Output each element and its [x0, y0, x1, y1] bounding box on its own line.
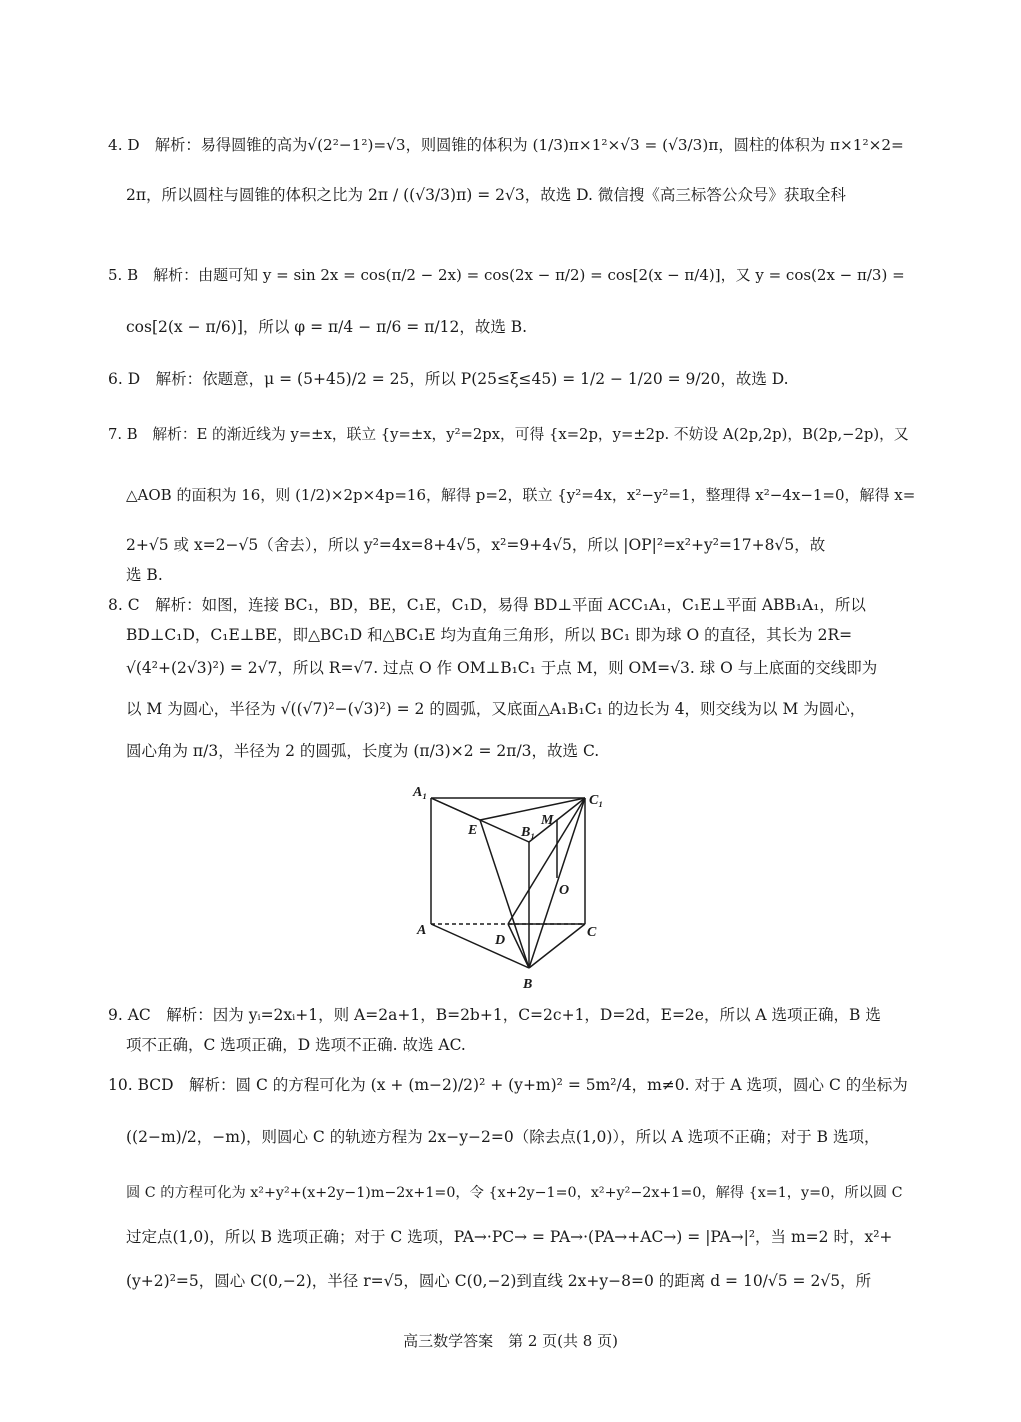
label-o: O [559, 883, 570, 898]
q8-line-4: 以 M 为圆心，半径为 √((√7)²−(√3)²) = 2 的圆弧，又底面△A₁B₁C₁ 的边长为 4，则交线为以 M 为圆心， [126, 700, 866, 718]
q6-line-1: 6. D 解析：依题意，μ = (5+45)/2 = 25，所以 P(25≤ξ≤45) = 1/2 − 1/20 = 9/20，故选 D. [108, 370, 789, 388]
prism-figure [405, 782, 620, 994]
segment-e-c1 [480, 798, 585, 820]
q5-line-2: cos[2(x − π/6)]，所以 φ = π/4 − π/6 = π/12，故选 B. [126, 318, 528, 336]
label-d: D [495, 933, 506, 948]
q4-line-2: 2π，所以圆柱与圆锥的体积之比为 2π / ((√3/3)π) = 2√3，故选 D. 微信搜《高三标答公众号》获取全科 [126, 186, 846, 204]
q10-line-3: 圆 C 的方程可化为 x²+y²+(x+2y−1)m−2x+1=0，令 {x+2y−1=0，x²+y²−2x+1=0，解得 {x=1，y=0，所以圆 C [126, 1185, 903, 1201]
page-footer [0, 1330, 1021, 1351]
segment-d-b [508, 924, 529, 968]
q7-line-4: 选 B. [126, 566, 163, 584]
q5-line-1: 5. B 解析：由题可知 y = sin 2x = cos(π/2 − 2x) = cos(2x − π/2) = cos[2(x − π/4)]，又 y = cos(2x − π/3) = [108, 266, 905, 284]
q8-line-2: BD⊥C₁D，C₁E⊥BE，即△BC₁D 和△BC₁E 均为直角三角形，所以 BC₁ 即为球 O 的直径，其长为 2R= [126, 626, 853, 644]
triangular-prism-diagram [405, 782, 620, 994]
label-b: B [523, 977, 533, 992]
q10-line-2: ((2−m)/2，−m)，则圆心 C 的轨迹方程为 2x−y−2=0（除去点(1,0)），所以 A 选项不正确；对于 B 选项， [126, 1128, 880, 1146]
label-c: C [587, 925, 597, 940]
label-e: E [468, 823, 478, 838]
segment-a1-e [431, 798, 480, 820]
q9-line-1: 9. AC 解析：因为 yᵢ=2xᵢ+1，则 A=2a+1，B=2b+1，C=2c+1，D=2d，E=2e，所以 A 选项正确，B 选 [108, 1006, 881, 1024]
q10-line-4: 过定点(1,0)，所以 B 选项正确；对于 C 选项，PA→·PC→ = PA→·(PA→+AC→) = |PA→|²，当 m=2 时，x²+ [126, 1228, 893, 1246]
q7-line-1: 7. B 解析：E 的渐近线为 y=±x，联立 {y=±x，y²=2px，可得 {x=2p，y=±2p. 不妨设 A(2p,2p)，B(2p,−2p)，又 [108, 426, 909, 443]
label-m: M [541, 813, 554, 828]
q8-line-1: 8. C 解析：如图，连接 BC₁，BD，BE，C₁E，C₁D，易得 BD⊥平面 ACC₁A₁，C₁E⊥平面 ABB₁A₁，所以 [108, 596, 866, 614]
q10-line-5: (y+2)²=5，圆心 C(0,−2)，半径 r=√5，圆心 C(0,−2)到直线 2x+y−8=0 的距离 d = 10/√5 = 2√5，所 [126, 1272, 872, 1290]
edge-b-c [529, 924, 585, 968]
q7-line-3: 2+√5 或 x=2−√5（舍去），所以 y²=4x=8+4√5，x²=9+4√5，所以 |OP|²=x²+y²=17+8√5，故 [126, 536, 826, 554]
q9-line-2: 项不正确，C 选项正确，D 选项不正确. 故选 AC. [126, 1036, 466, 1054]
q10-line-1: 10. BCD 解析：圆 C 的方程可化为 (x + (m−2)/2)² + (y+m)² = 5m²/4，m≠0. 对于 A 选项，圆心 C 的坐标为 [108, 1076, 908, 1094]
q8-line-3: √(4²+(2√3)²) = 2√7，所以 R=√7. 过点 O 作 OM⊥B₁C₁ 于点 M，则 OM=√3. 球 O 与上底面的交线即为 [126, 659, 878, 677]
label-a1: A₁ [413, 785, 428, 800]
q7-line-2: △AOB 的面积为 16，则 (1/2)×2p×4p=16，解得 p=2，联立 {y²=4x，x²−y²=1，整理得 x²−4x−1=0，解得 x= [126, 486, 916, 504]
label-c1: C₁ [589, 793, 604, 808]
q8-line-5: 圆心角为 π/3，半径为 2 的圆弧，长度为 (π/3)×2 = 2π/3，故选 C. [126, 742, 600, 760]
footer-text: 高三数学答案 第 2 页(共 8 页) [403, 1332, 618, 1350]
label-b1: B₁ [521, 825, 536, 840]
edge-a-b [431, 924, 529, 968]
q4-line-1: 4. D 解析：易得圆锥的高为√(2²−1²)=√3，则圆锥的体积为 (1/3)π×1²×√3 = (√3/3)π，圆柱的体积为 π×1²×2= [108, 136, 904, 154]
label-a: A [417, 923, 427, 938]
